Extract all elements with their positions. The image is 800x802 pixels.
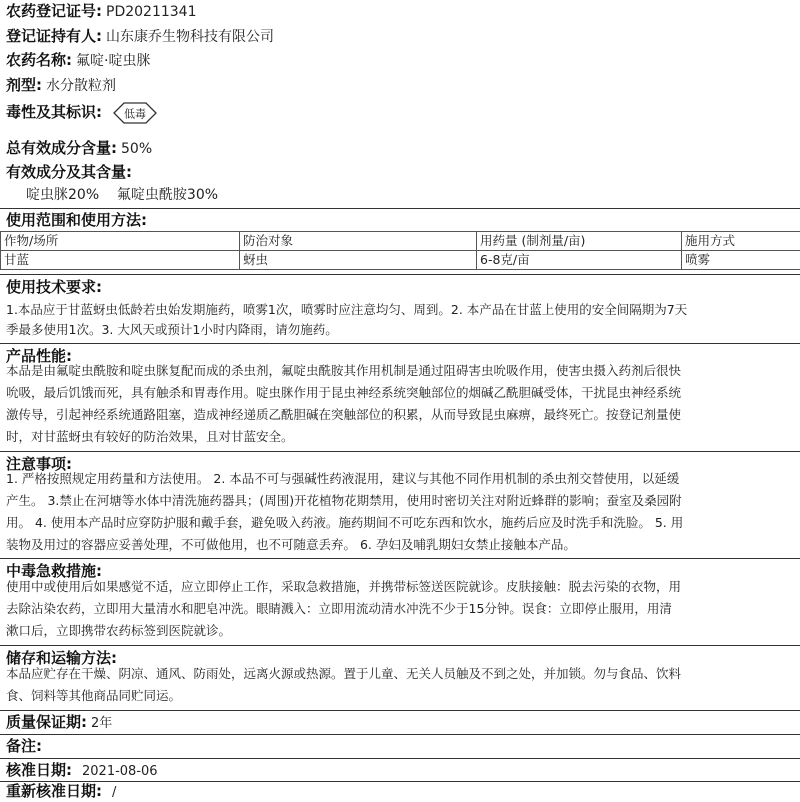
holder-label: 登记证持有人: [6,27,102,45]
reapproval-date-row [6,782,116,802]
divider [0,781,800,782]
performance-line: 激传导，引起神经系统通路阻塞，造成神经递质乙酰胆碱在突触部位的积累，从而导致昆虫麻痹，最终死亡。按登记剂量使 [6,405,681,425]
first-aid-line: 去除沾染农药，立即用大量清水和肥皂冲洗。眼睛溅入：立即用流动清水冲洗不少于15分钟。误食：立即停止服用，用清 [6,599,672,619]
name-value: 氟啶·啶虫脒 [76,53,150,69]
ingredients-label-row [6,163,132,182]
toxicity-row [6,101,158,125]
formulation-value: 水分散粒剂 [46,78,116,94]
divider [0,343,800,344]
notes-line: 1. 严格按照规定用药量和方法使用。 2. 本品不可与强碱性药液混用，建议与其他不同作用机制的杀虫剂交替使用，以延缓 [6,469,679,489]
ingredients-label: 有效成分及其含量: [6,163,132,181]
total-content-row [6,139,152,158]
table-header-cell: 用药量 (制剂量/亩) [477,232,682,251]
reapproval-date-value: / [112,785,116,800]
divider [0,758,800,759]
notes-line: 用。 4. 使用本产品时应穿防护服和戴手套，避免吸入药液。施药期间不可吃东西和饮水，施药后应及时洗手和洗脸。 5. 用 [6,513,683,533]
approval-date-row [6,761,158,781]
tech-line: 1.本品应于甘蓝蚜虫低龄若虫始发期施药，喷雾1次，喷雾时应注意均匀、周到。2. 本产品在甘蓝上使用的安全间隔期为7天 [6,300,687,320]
performance-line: 本品是由氟啶虫酰胺和啶虫脒复配而成的杀虫剂，氟啶虫酰胺其作用机制是通过阻碍害虫吮吸作用，使害虫摄入药剂后很快 [6,361,681,381]
total-content-label: 总有效成分含量: [6,139,117,157]
usage-label: 使用范围和使用方法: [6,211,147,229]
divider [0,645,800,646]
ingredients-value: 啶虫脒20% 氟啶虫酰胺30% [26,186,218,204]
first-aid-label: 中毒急救措施: [6,562,102,580]
table-header-cell: 作物/场所 [1,232,240,251]
first-aid-line: 使用中或使用后如果感觉不适，应立即停止工作，采取急救措施，并携带标签送医院就诊。皮肤接触：脱去污染的衣物，用 [6,577,681,597]
tech-line: 季最多使用1次。3. 大风天或预计1小时内降雨，请勿施药。 [6,320,338,340]
approval-date-value: 2021-08-06 [82,764,158,779]
divider [0,558,800,559]
table-cell: 6-8克/亩 [477,251,682,270]
remarks-row [6,737,46,756]
divider [0,451,800,452]
notes-label: 注意事项: [6,455,72,473]
performance-label: 产品性能: [6,347,72,365]
table-header-row [1,232,800,251]
table-row [1,251,800,270]
warranty-label: 质量保证期: [6,713,87,731]
name-row [6,51,150,70]
name-label: 农药名称: [6,51,72,69]
notes-line: 装物及用过的容器应妥善处理，不可做他用，也不可随意丢弃。 6. 孕妇及哺乳期妇女禁止接触本产品。 [6,535,576,555]
performance-line: 时，对甘蓝蚜虫有较好的防治效果，且对甘蓝安全。 [6,427,294,447]
table-cell: 喷雾 [682,251,800,270]
registration-no-row [6,2,196,21]
table-header-cell: 施用方式 [682,232,800,251]
toxicity-badge-text: 低毒 [124,107,146,121]
first-aid-line: 漱口后，立即携带农药标签到医院就诊。 [6,621,231,641]
approval-date-label: 核准日期: [6,761,72,779]
table-header-cell: 防治对象 [240,232,477,251]
tech-label: 使用技术要求: [6,278,102,296]
divider [0,274,800,275]
holder-row [6,27,274,46]
storage-label: 储存和运输方法: [6,649,117,667]
formulation-row [6,76,116,95]
table-cell: 甘蓝 [1,251,240,270]
holder-value: 山东康乔生物科技有限公司 [106,29,274,45]
divider [0,710,800,711]
divider [0,734,800,735]
registration-no-value: PD20211341 [106,4,196,20]
low-toxicity-diamond-icon [112,101,158,125]
tech-label-row [6,278,102,297]
total-content-value: 50% [121,141,152,157]
reapproval-date-label: 重新核准日期: [6,782,102,800]
table-cell: 蚜虫 [240,251,477,270]
divider [0,208,800,209]
toxicity-label: 毒性及其标识: [6,103,102,121]
storage-line: 本品应贮存在干燥、阴凉、通风、防雨处，远离火源或热源。置于儿童、无关人员触及不到之处，并加锁。勿与食品、饮料 [6,664,681,684]
formulation-label: 剂型: [6,76,42,94]
performance-line: 吮吸，最后饥饿而死，具有触杀和胃毒作用。啶虫脒作用于昆虫神经系统突触部位的烟碱乙酰胆碱受体，干扰昆虫神经系统 [6,383,681,403]
warranty-row [6,713,112,733]
remarks-label: 备注: [6,737,42,755]
warranty-value: 2年 [91,716,112,731]
usage-table [0,231,800,270]
usage-label-row [6,211,147,230]
notes-line: 产生。 3.禁止在河塘等水体中清洗施药器具；(周围)开花植物花期禁用，使用时密切关注对附近蜂群的影响；蚕室及桑园附 [6,491,682,511]
registration-no-label: 农药登记证号: [6,2,102,20]
storage-line: 食、饲料等其他商品同贮同运。 [6,686,181,706]
